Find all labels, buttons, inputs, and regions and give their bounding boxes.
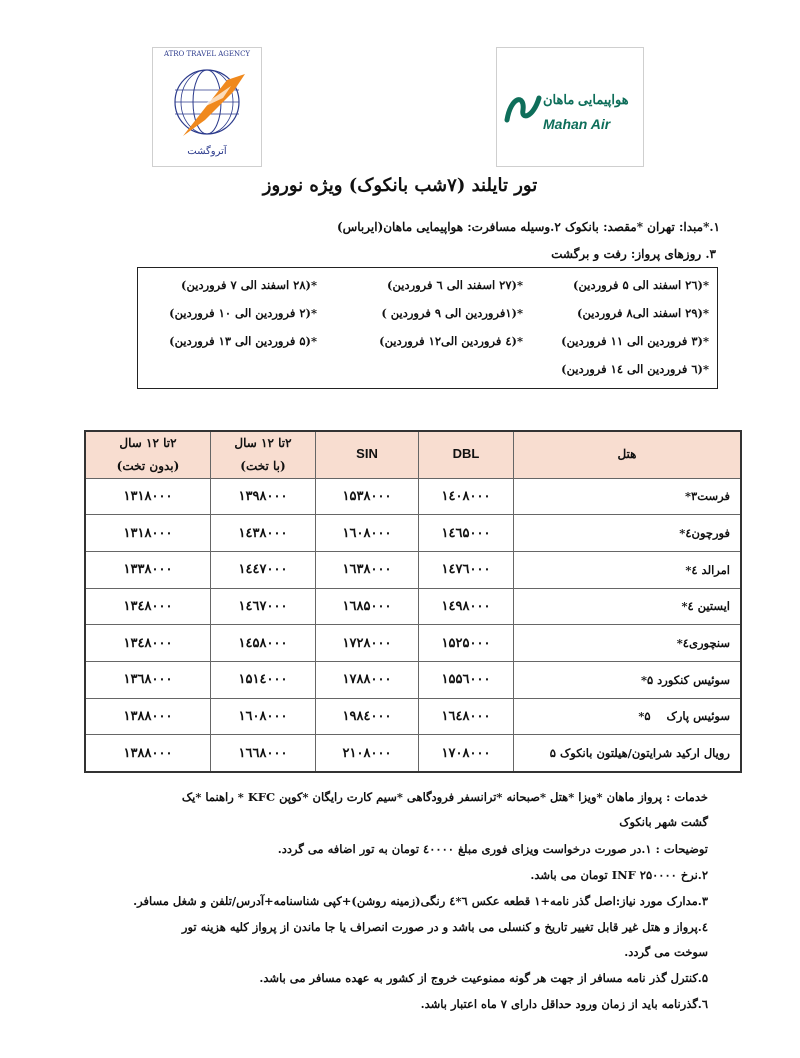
child-nobed-price-cell: ۱۳٦۸۰۰۰ xyxy=(85,661,211,698)
child-nobed-price-cell: ۱۳۸۸۰۰۰ xyxy=(85,735,211,772)
sin-price-cell: ۱۷۸۸۰۰۰ xyxy=(316,661,419,698)
flight-days-line: ۳. روزهای پرواز: رفت و برگشت xyxy=(551,247,716,261)
mahan-emblem-icon xyxy=(503,90,543,126)
dbl-price-cell: ۱٤٦۵۰۰۰ xyxy=(419,515,514,552)
header-child-with-bed xyxy=(211,431,316,478)
page-title: تور تایلند (۷شب بانکوک) ویژه نوروز xyxy=(262,175,538,196)
mahan-air-logo xyxy=(496,47,644,167)
dbl-price-cell: ۱۵۲۵۰۰۰ xyxy=(419,625,514,662)
header-child-no-bed xyxy=(85,431,211,478)
note-passport-validity: ٦.گذرنامه باید از زمان ورود حداقل دارای ۷ ماه اعتبار باشد. xyxy=(420,997,708,1011)
header-child-with-bed-note: (با تخت) xyxy=(240,458,286,473)
sin-price-cell: ۱٦۰۸۰۰۰ xyxy=(316,515,419,552)
note-cancellation-cont: سوخت می گردد. xyxy=(624,945,708,959)
table-row xyxy=(85,551,741,588)
note-documents: ۳.مدارک مورد نیاز:اصل گذر نامه+۱ قطعه عکس ٦*٤ رنگی(زمینه روشن)+کپی شناسنامه+آدرس/تلفن و شغل مسافر. xyxy=(133,894,708,908)
sin-price-cell: ۱٦۳۸۰۰۰ xyxy=(316,551,419,588)
hotel-name-cell: رویال ارکید شرایتون/هیلتون بانکوک ۵ xyxy=(514,735,742,772)
flight-date: *(۳ فروردین الی ۱۱ فروردین) xyxy=(561,334,709,348)
child-nobed-price-cell: ۱۳۸۸۰۰۰ xyxy=(85,698,211,735)
flight-date: *(۲ فروردین الی ۱۰ فروردین) xyxy=(169,306,317,320)
hotel-name-cell: سوئیس پارک ۵* xyxy=(514,698,742,735)
dbl-price-cell: ۱۷۰۸۰۰۰ xyxy=(419,735,514,772)
child-bed-price-cell: ۱٦۰۸۰۰۰ xyxy=(211,698,316,735)
dbl-price-cell: ۱٤۰۸۰۰۰ xyxy=(419,478,514,515)
table-row xyxy=(85,661,741,698)
child-nobed-price-cell: ۱۳۱۸۰۰۰ xyxy=(85,515,211,552)
dbl-price-cell: ۱٤۷٦۰۰۰ xyxy=(419,551,514,588)
header-hotel: هتل xyxy=(514,431,742,478)
table-row xyxy=(85,698,741,735)
child-nobed-price-cell: ۱۳٤۸۰۰۰ xyxy=(85,625,211,662)
hotel-name-cell: ایستین ٤* xyxy=(514,588,742,625)
mahan-name-en: Mahan Air xyxy=(543,116,611,132)
flight-date: *(۲۸ اسفند الی ۷ فروردین) xyxy=(181,278,317,292)
dbl-price-cell: ۱٦٤۸۰۰۰ xyxy=(419,698,514,735)
header-child-no-bed-note: (بدون تخت) xyxy=(116,458,180,473)
note-passport-control: ۵.کنترل گذر نامه مسافر از جهت هر گونه ممنوعیت خروج از کشور به عهده مسافر می باشد. xyxy=(259,971,708,985)
flight-date: *(٤ فروردین الی۱۲ فروردین) xyxy=(379,334,523,348)
sin-price-cell: ۱٦۸۵۰۰۰ xyxy=(316,588,419,625)
sin-price-cell: ۱۹۸٤۰۰۰ xyxy=(316,698,419,735)
note-visa: توضیحات : ۱.در صورت درخواست ویزای فوری مبلغ ٤۰۰۰۰ تومان به تور اضافه می گردد. xyxy=(277,842,708,856)
agency-name-fa: آتروگشت xyxy=(187,146,227,157)
child-bed-price-cell: ۱٤٤۷۰۰۰ xyxy=(211,551,316,588)
child-bed-price-cell: ۱۳۹۸۰۰۰ xyxy=(211,478,316,515)
flight-date: *(۲٦ اسفند الی ۵ فروردین) xyxy=(573,278,709,292)
table-row xyxy=(85,625,741,662)
child-bed-price-cell: ۱٤٦۷۰۰۰ xyxy=(211,588,316,625)
child-bed-price-cell: ۱٦٦۸۰۰۰ xyxy=(211,735,316,772)
child-bed-price-cell: ۱٤۳۸۰۰۰ xyxy=(211,515,316,552)
header-child-with-bed-age: ۲تا ۱۲ سال xyxy=(234,436,292,450)
hotel-name-cell: فورچون٤* xyxy=(514,515,742,552)
header-dbl: DBL xyxy=(419,431,514,478)
flight-date: *(٦ فروردین الی ۱٤ فروردین) xyxy=(561,362,709,376)
agency-ring-text: ATRO TRAVEL AGENCY xyxy=(163,50,251,58)
child-bed-price-cell: ۱۵۱٤۰۰۰ xyxy=(211,661,316,698)
table-row xyxy=(85,515,741,552)
flight-date: *(۲۷ اسفند الی ٦ فروردین) xyxy=(387,278,523,292)
table-row xyxy=(85,588,741,625)
dbl-price-cell: ۱۵۵٦۰۰۰ xyxy=(419,661,514,698)
trip-info-line: ۱.*مبدا: تهران *مقصد: بانکوک ۲.وسیله مسافرت: هواپیمایی ماهان(ایرباس) xyxy=(336,220,720,234)
hotel-name-cell: سوئیس کنکورد ۵* xyxy=(514,661,742,698)
table-row xyxy=(85,478,741,515)
sin-price-cell: ۱۷۲۸۰۰۰ xyxy=(316,625,419,662)
flight-date: *(۲۹ اسفند الی۸ فروردین) xyxy=(577,306,709,320)
flight-date: *(۵ فروردین الی ۱۳ فروردین) xyxy=(169,334,317,348)
sin-price-cell: ۱۵۳۸۰۰۰ xyxy=(316,478,419,515)
header-child-no-bed-age: ۲تا ۱۲ سال xyxy=(119,436,177,450)
child-nobed-price-cell: ۱۳۳۸۰۰۰ xyxy=(85,551,211,588)
services-line-2: گشت شهر بانکوک xyxy=(619,815,708,829)
header-sin: SIN xyxy=(316,431,419,478)
hotel-name-cell: امرالد ٤* xyxy=(514,551,742,588)
child-bed-price-cell: ۱٤۵۸۰۰۰ xyxy=(211,625,316,662)
child-nobed-price-cell: ۱۳٤۸۰۰۰ xyxy=(85,588,211,625)
table-header-row xyxy=(85,431,741,478)
hotel-name-cell: فرست۳* xyxy=(514,478,742,515)
hotel-name-cell: سنچوری٤* xyxy=(514,625,742,662)
note-infant-price: ۲.نرخ INF ۲۵۰۰۰۰ تومان می باشد. xyxy=(530,868,708,882)
note-cancellation: ٤.پرواز و هتل غیر قابل تغییر تاریخ و کنسلی می باشد و در صورت انصراف یا جا ماندن از پرواز کلیه هزینه تور xyxy=(181,920,708,934)
dbl-price-cell: ۱٤۹۸۰۰۰ xyxy=(419,588,514,625)
agency-logo xyxy=(152,47,262,167)
mahan-name-fa: هواپیمایی ماهان xyxy=(543,92,629,107)
sin-price-cell: ۲۱۰۸۰۰۰ xyxy=(316,735,419,772)
services-line-1: خدمات : پرواز ماهان *ویزا *هتل *صبحانه *ترانسفر فرودگاهی *سیم کارت رایگان *کوپن KFC * راهنما *یک xyxy=(181,790,708,804)
globe-airplane-icon xyxy=(153,52,261,152)
child-nobed-price-cell: ۱۳۱۸۰۰۰ xyxy=(85,478,211,515)
table-row xyxy=(85,735,741,772)
flight-dates-box xyxy=(137,267,718,389)
price-table xyxy=(84,430,742,773)
flight-date: *(۱فروردین الی ۹ فروردین ) xyxy=(381,306,523,320)
